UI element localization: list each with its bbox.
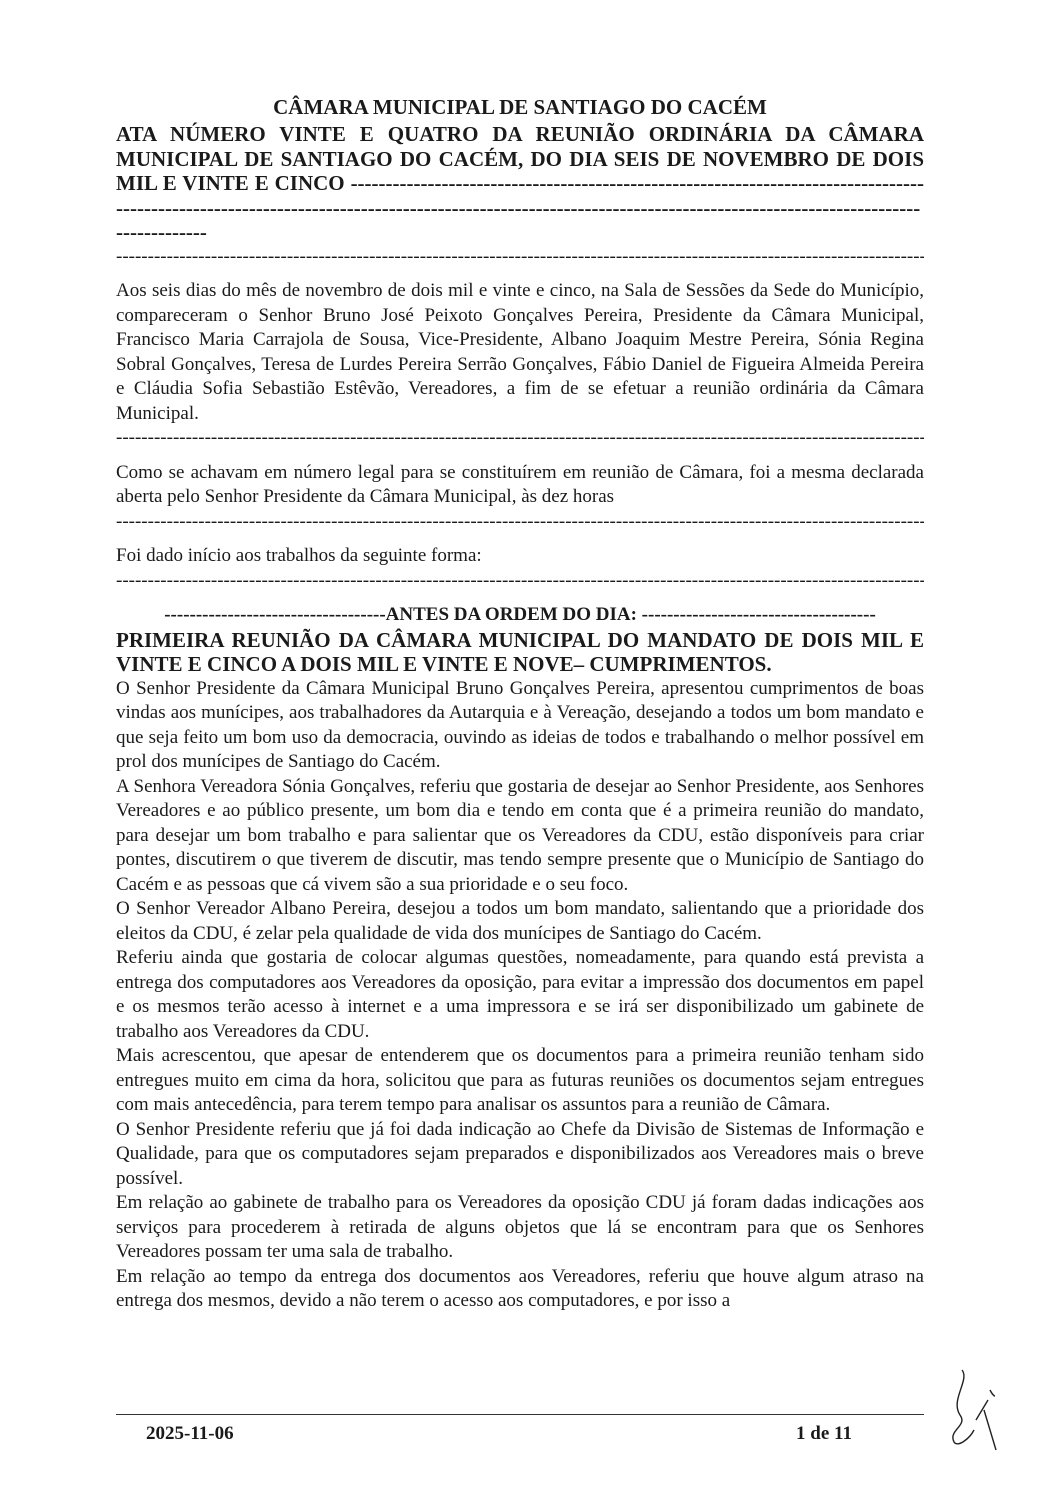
- minutes-title: [116, 122, 924, 245]
- footer-date: 2025-11-06: [146, 1423, 234, 1444]
- separator: [116, 569, 924, 594]
- signature-icon: [940, 1360, 1000, 1460]
- document-page: [116, 92, 924, 1314]
- page-number: 1 de 11: [796, 1423, 852, 1444]
- paragraph-president-reply: O Senhor Presidente referiu que já foi dada indicação ao Chefe da Divisão de Sistemas de Informação e Qualidade, para que os computadores sejam preparados e disponibilizados aos Vereadores mais o breve possível.: [116, 1118, 924, 1189]
- attendance-paragraph: Aos seis dias do mês de novembro de dois mil e vinte e cinco, na Sala de Sessões da Sede do Município, compareceram o Senhor Bruno José Peixoto Gonçalves Pereira, Presidente da Câmara Municipal, Francisco Maria Carrajola de Sousa, Vice-Presidente, Albano Joaquim Mestre Pereira, Sónia Regina Sobral Gonçalves, Teresa de Lurdes Pereira Serrão Gonçalves, Fábio Daniel de Figueira Almeida Pereira e Cláudia Sofia Sebastião Estêvão, Vereadores, a fim de se efetuar a reunião ordinária da Câmara Municipal.: [116, 280, 924, 424]
- paragraph-documents-delay: Em relação ao tempo da entrega dos documentos aos Vereadores, referiu que houve algum atraso na entrega dos mesmos, devido a não terem o acesso aos computadores, e por isso a: [116, 1265, 924, 1311]
- paragraph-office-reply: Em relação ao gabinete de trabalho para os Vereadores da oposição CDU já foram dadas indicações aos serviços para procederem à retirada de alguns objetos que lá se encontram para que os Senhores Vereadores possam ter uma sala de trabalho.: [116, 1192, 924, 1262]
- paragraph-albano-pereira: O Senhor Vereador Albano Pereira, desejou a todos um bom mandato, salientando que a prioridade dos eleitos da CDU, é zelar pela qualidade de vida dos munícipes de Santiago do Cacém.: [116, 898, 924, 944]
- paragraph-computers-question: Referiu ainda que gostaria de colocar algumas questões, nomeadamente, para quando está prevista a entrega dos computadores aos Vereadores da oposição, para evitar a impressão dos documentos em papel e os mesmos terão acesso à internet e a uma impressora e se irá ser disponibilizado um gabinete de trabalho aos Vereadores da CDU.: [116, 947, 924, 1042]
- start-paragraph: Foi dado início aos trabalhos da seguinte forma:: [116, 545, 482, 566]
- opening-paragraph: Como se achavam em número legal para se constituírem em reunião de Câmara, foi a mesma declarada aberta pelo Senhor Presidente da Câmara Municipal, às dez horas: [116, 461, 924, 507]
- section-subheading: PRIMEIRA REUNIÃO DA CÂMARA MUNICIPAL DO MANDATO DE DOIS MIL E VINTE E CINCO A DOIS MIL E VINTE E NOVE– CUMPRIMENTOS.: [116, 627, 924, 676]
- separator: [116, 245, 924, 270]
- separator: [116, 510, 924, 535]
- section-heading: -----------------------------------ANTES DA ORDEM DO DIA: -------------------------------------: [164, 604, 876, 625]
- paragraph-documents-request: Mais acrescentou, que apesar de entenderem que os documentos para a primeira reunião tenham sido entregues muito em cima da hora, solicitou que para as futuras reuniões os documentos sejam entregues com mais antecedência, para terem tempo para analisar os assuntos para a reunião de Câmara.: [116, 1045, 924, 1115]
- paragraph-sonia-goncalves: A Senhora Vereadora Sónia Gonçalves, referiu que gostaria de desejar ao Senhor Presidente, aos Senhores Vereadores e ao público presente, um bom dia e tendo em conta que é a primeira reunião do mandato, para desejar um bom trabalho e para salientar que os Vereadores da CDU, estão disponíveis para criar pontes, discutirem o que tiverem de discutir, mas tendo sempre presente que o Município de Santiago do Cacém e as pessoas que cá vivem são a sua prioridade e o seu foco.: [116, 775, 924, 895]
- paragraph-president-greeting: O Senhor Presidente da Câmara Municipal Bruno Gonçalves Pereira, apresentou cumprimentos de boas vindas aos munícipes, aos trabalhadores da Autarquia e à Vereação, desejando a todos um bom mandato e que seja feito um bom uso da democracia, ouvindo as ideias de todos e trabalhando o melhor possível em prol dos munícipes de Santiago do Cacém.: [116, 677, 924, 772]
- institution-heading: CÂMARA MUNICIPAL DE SANTIAGO DO CACÉM: [273, 95, 767, 119]
- separator: [116, 426, 924, 451]
- minutes-title-text: ATA NÚMERO VINTE E QUATRO DA REUNIÃO ORDINÁRIA DA CÂMARA MUNICIPAL DE SANTIAGO DO CACÉM, DO DIA SEIS DE NOVEMBRO DE DOIS MIL E VINTE E CINCO: [116, 122, 924, 195]
- page-footer: [116, 1414, 924, 1444]
- section-heading-text: ANTES DA ORDEM DO DIA:: [385, 604, 637, 625]
